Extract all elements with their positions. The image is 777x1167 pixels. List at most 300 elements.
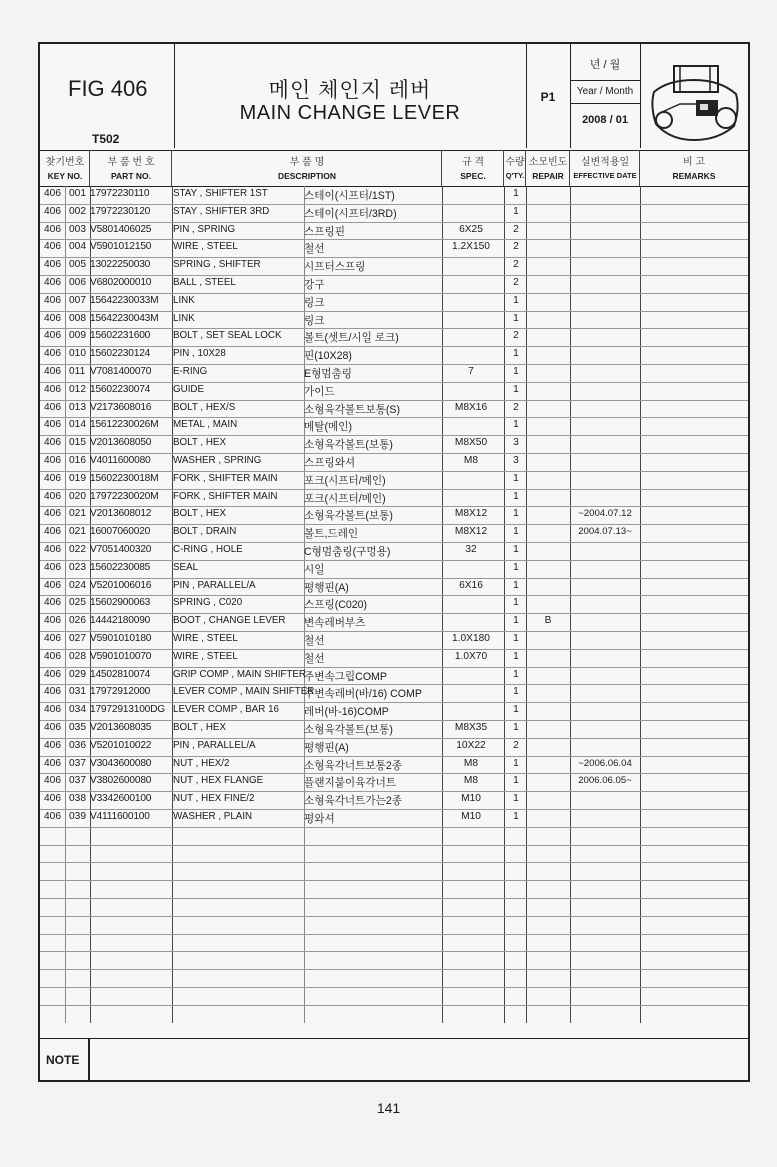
quantity: 1 — [513, 205, 519, 217]
table-row — [40, 702, 748, 720]
description-korean: E형멈춤링 — [304, 368, 352, 380]
key-number: 021 — [69, 508, 86, 520]
key-number: 031 — [69, 686, 86, 698]
key-number: 035 — [69, 722, 86, 733]
key-group: 406 — [44, 739, 61, 751]
key-group: 406 — [44, 241, 61, 253]
quantity: 1 — [513, 188, 519, 199]
key-group: 406 — [44, 188, 61, 199]
year-month-label-korean: 년 / 월 — [589, 59, 621, 71]
description-korean: 시프터스프링 — [304, 261, 366, 274]
key-number: 037 — [69, 775, 86, 787]
table-row — [40, 809, 748, 827]
quantity: 1 — [513, 294, 519, 306]
table-row — [40, 186, 748, 204]
table-row — [40, 667, 748, 685]
description-english: SPRING , SHIFTER — [173, 259, 261, 271]
quantity: 1 — [513, 668, 519, 680]
row-divider — [40, 1005, 748, 1006]
table-row — [40, 435, 748, 453]
key-group: 406 — [44, 383, 61, 395]
description-korean: 소형육각볼트(보통) — [304, 724, 393, 736]
key-number: 019 — [69, 472, 86, 484]
key-number: 001 — [69, 188, 86, 199]
spec: 1.0X70 — [454, 650, 488, 662]
part-number: 17972230120 — [90, 205, 151, 217]
quantity: 1 — [513, 561, 519, 573]
row-divider — [40, 898, 748, 899]
row-divider — [40, 987, 748, 988]
part-number: 15602900063 — [90, 597, 151, 609]
table-row — [40, 738, 748, 756]
description-korean: 포크(시프터/메인) — [304, 492, 386, 505]
description-english: LEVER COMP , BAR 16 — [173, 704, 279, 716]
description-english: C-RING , HOLE — [173, 544, 243, 555]
part-number: 15602230074 — [90, 383, 151, 395]
part-number: V2173608016 — [90, 401, 152, 413]
description-korean: 스프링핀 — [304, 225, 345, 238]
part-number: V5201006016 — [90, 579, 152, 591]
col-desc-english: DESCRIPTION — [277, 171, 337, 181]
quantity: 1 — [513, 348, 519, 360]
quantity: 1 — [513, 722, 519, 733]
table-row — [40, 506, 748, 524]
key-number: 008 — [69, 312, 86, 324]
part-number: V5801406025 — [90, 223, 152, 235]
key-number: 011 — [69, 366, 86, 377]
description-english: LEVER COMP , MAIN SHIFTER — [173, 686, 315, 698]
note-area — [40, 1038, 748, 1081]
table-row — [40, 631, 748, 649]
part-number: 15602230085 — [90, 561, 151, 573]
page-number: 141 — [376, 1100, 401, 1116]
col-part-korean: 부 품 번 호 — [107, 157, 155, 168]
key-group: 406 — [44, 490, 61, 502]
key-group: 406 — [44, 597, 61, 609]
col-repair-english: REPAIR — [532, 171, 564, 181]
key-group: 406 — [44, 722, 61, 733]
col-spec — [442, 150, 504, 186]
col-key — [40, 150, 90, 186]
key-number: 039 — [69, 811, 86, 822]
table-row — [40, 649, 748, 667]
description-korean: 링크 — [304, 314, 325, 327]
key-group: 406 — [44, 633, 61, 644]
key-group: 406 — [44, 455, 61, 466]
table-row — [40, 239, 748, 257]
key-group: 406 — [44, 793, 61, 805]
quantity: 1 — [513, 526, 519, 538]
part-number: 15612230026M — [90, 419, 159, 431]
description-english: BOLT , HEX — [173, 508, 226, 520]
effective-date: 2004.07.13~ — [578, 526, 632, 538]
part-number: V5901010070 — [90, 650, 152, 662]
description-korean: 시일 — [304, 563, 325, 576]
spec: 6X16 — [459, 579, 483, 591]
col-remarks-english: REMARKS — [672, 171, 716, 181]
table-row — [40, 453, 748, 471]
key-group: 406 — [44, 526, 61, 538]
table-row — [40, 578, 748, 596]
quantity: 1 — [513, 650, 519, 662]
description-english: BOLT , HEX — [173, 722, 226, 733]
part-number: 15642230043M — [90, 312, 159, 324]
col-effective-english: EFFECTIVE DATE — [573, 171, 637, 180]
key-number: 012 — [69, 383, 86, 395]
description-english: GUIDE — [173, 383, 205, 395]
key-number: 003 — [69, 223, 86, 235]
part-number: V2013608050 — [90, 437, 152, 449]
part-number: 17972230020M — [90, 490, 159, 502]
parts-table — [40, 186, 748, 1038]
description-english: METAL , MAIN — [173, 419, 238, 431]
table-row — [40, 613, 748, 631]
description-english: FORK , SHIFTER MAIN — [173, 472, 278, 484]
description-english: LINK — [173, 312, 195, 324]
part-number: 14442180090 — [90, 615, 151, 627]
description-korean: 가이드 — [304, 385, 335, 398]
key-group: 406 — [44, 437, 61, 449]
key-group: 406 — [44, 205, 61, 217]
spec: M8 — [463, 757, 479, 769]
description-korean: 평행핀(A) — [304, 741, 349, 754]
table-row — [40, 542, 748, 560]
description-english: WIRE , STEEL — [173, 633, 238, 644]
row-divider — [40, 934, 748, 935]
description-english: PIN , 10X28 — [173, 348, 226, 360]
spec: 1.2X150 — [452, 241, 490, 253]
quantity: 1 — [513, 793, 519, 805]
description-english: SEAL — [173, 561, 199, 573]
description-korean: 주변속레버(바/16) COMP — [304, 688, 422, 701]
description-korean: 소형육각볼트보통(S) — [304, 403, 400, 416]
description-english: STAY , SHIFTER 3RD — [173, 205, 270, 217]
col-qty — [504, 150, 526, 186]
description-korean: 스테이(시프터/3RD) — [304, 207, 397, 220]
description-korean: 스테이(시프터/1ST) — [304, 190, 395, 202]
key-number: 038 — [69, 793, 86, 805]
key-number: 037 — [69, 757, 86, 769]
description-english: NUT , HEX FLANGE — [173, 775, 264, 787]
year-month-box — [570, 44, 641, 148]
description-korean: 볼트(셋트/시일 로크) — [304, 332, 399, 345]
part-number: V7081400070 — [90, 366, 152, 377]
part-number: V2013608012 — [90, 508, 152, 520]
description-english: PIN , PARALLEL/A — [173, 579, 256, 591]
quantity: 2 — [513, 401, 519, 413]
quantity: 1 — [513, 704, 519, 716]
table-row — [40, 489, 748, 507]
table-row — [40, 524, 748, 542]
quantity: 2 — [513, 259, 519, 271]
description-korean: 레버(바-16)COMP — [304, 706, 389, 719]
key-number: 026 — [69, 615, 86, 627]
table-row — [40, 400, 748, 418]
table-row — [40, 684, 748, 702]
table-row — [40, 364, 748, 382]
description-korean: 철선 — [304, 243, 325, 256]
quantity: 2 — [513, 223, 519, 235]
spec: M8X12 — [454, 526, 488, 538]
description-english: STAY , SHIFTER 1ST — [173, 188, 268, 199]
key-group: 406 — [44, 277, 61, 288]
spec: M8 — [463, 455, 479, 466]
part-number: 13022250030 — [90, 259, 151, 271]
part-number: V5201010022 — [90, 739, 152, 751]
description-english: BALL , STEEL — [173, 277, 236, 288]
quantity: 1 — [513, 579, 519, 591]
key-group: 406 — [44, 294, 61, 306]
spec: 1.0X180 — [452, 633, 490, 644]
key-group: 406 — [44, 544, 61, 555]
description-korean: 소형육각너트보통2종 — [304, 759, 402, 772]
description-english: BOLT , SET SEAL LOCK — [173, 330, 282, 342]
spec: M8X50 — [454, 437, 488, 449]
key-number: 002 — [69, 205, 86, 217]
table-row — [40, 595, 748, 613]
tractor-icon — [640, 44, 748, 148]
description-korean: 소형육각볼트(보통) — [304, 510, 393, 523]
quantity: 1 — [513, 615, 519, 627]
year-month-label-english: Year / Month — [570, 80, 640, 104]
description-korean: 평행핀(A) — [304, 581, 349, 594]
quantity: 2 — [513, 277, 519, 288]
table-code: T502 — [92, 132, 120, 146]
row-divider — [40, 845, 748, 846]
col-desc — [172, 150, 442, 186]
key-group: 406 — [44, 312, 61, 324]
row-divider — [40, 951, 748, 952]
description-english: SPRING , C020 — [173, 597, 243, 609]
key-group: 406 — [44, 704, 61, 716]
key-group: 406 — [44, 668, 61, 680]
key-number: 029 — [69, 668, 86, 680]
table-row — [40, 293, 748, 311]
col-effective — [570, 150, 640, 186]
key-group: 406 — [44, 472, 61, 484]
part-number: V5901010180 — [90, 633, 152, 644]
description-english: WIRE , STEEL — [173, 650, 238, 662]
table-row — [40, 257, 748, 275]
title-korean: 메인 체인지 레버 — [268, 79, 432, 102]
table-row — [40, 204, 748, 222]
part-number: V3342600100 — [90, 793, 152, 805]
quantity: 1 — [513, 490, 519, 502]
description-korean: 소형육각볼트(보통) — [304, 439, 393, 452]
description-english: NUT , HEX/2 — [173, 757, 230, 769]
description-korean: 소형육각너트가는2종 — [304, 795, 402, 808]
row-divider — [40, 880, 748, 881]
description-korean: 메탈(메인) — [304, 421, 352, 434]
quantity: 3 — [513, 455, 519, 466]
description-english: FORK , SHIFTER MAIN — [173, 490, 278, 502]
description-korean: 철선 — [304, 635, 325, 647]
row-divider — [40, 862, 748, 863]
table-row — [40, 346, 748, 364]
effective-date: ~2004.07.12 — [578, 508, 632, 520]
description-korean: 포크(시프터/메인) — [304, 474, 386, 487]
key-group: 406 — [44, 223, 61, 235]
sheet-header — [40, 44, 748, 151]
spec: M8X12 — [454, 508, 488, 520]
quantity: 2 — [513, 330, 519, 342]
spec: M8 — [463, 775, 479, 787]
key-group: 406 — [44, 419, 61, 431]
description-english: BOLT , HEX/S — [173, 401, 236, 413]
col-key-english: KEY NO. — [47, 171, 83, 181]
row-divider — [40, 827, 748, 828]
part-number: 17972913100DG — [90, 704, 166, 716]
part-number: 15602230018M — [90, 472, 159, 484]
key-number: 022 — [69, 544, 86, 555]
col-effective-korean: 실변적용일 — [580, 157, 630, 168]
figure-number: FIG 406 — [68, 76, 148, 101]
key-group: 406 — [44, 686, 61, 698]
description-korean: 플랜지붙이육각너트 — [304, 777, 397, 790]
key-number: 006 — [69, 277, 86, 288]
description-english: WASHER , PLAIN — [173, 811, 253, 822]
table-row — [40, 222, 748, 240]
note-divider — [88, 1039, 90, 1081]
key-number: 025 — [69, 597, 86, 609]
page-code: P1 — [540, 90, 556, 104]
col-part-english: PART NO. — [111, 171, 151, 181]
table-row — [40, 471, 748, 489]
table-row — [40, 756, 748, 774]
key-number: 021 — [69, 526, 86, 538]
spec: 7 — [468, 366, 474, 377]
table-row — [40, 275, 748, 293]
quantity: 1 — [513, 419, 519, 431]
quantity: 1 — [513, 508, 519, 520]
spec: M10 — [461, 811, 481, 822]
table-row — [40, 328, 748, 346]
table-row — [40, 311, 748, 329]
description-korean: 스프링와셔 — [304, 457, 356, 469]
key-number: 014 — [69, 419, 86, 431]
key-number: 024 — [69, 579, 86, 591]
description-korean: 주변속그립COMP — [304, 670, 387, 683]
col-remarks — [640, 150, 748, 186]
part-number: 16007060020 — [90, 526, 151, 538]
key-group: 406 — [44, 366, 61, 377]
key-number: 034 — [69, 704, 86, 716]
key-group: 406 — [44, 561, 61, 573]
description-english: BOLT , DRAIN — [173, 526, 237, 538]
description-korean: 링크 — [304, 296, 325, 309]
quantity: 1 — [513, 775, 519, 787]
table-row — [40, 791, 748, 809]
col-part — [90, 150, 172, 186]
part-number: V3802600080 — [90, 775, 152, 787]
key-group: 406 — [44, 650, 61, 662]
col-repair-korean: 소모빈도 — [528, 157, 568, 168]
repair: B — [544, 615, 552, 627]
key-number: 036 — [69, 739, 86, 751]
key-group: 406 — [44, 775, 61, 787]
col-repair — [526, 150, 570, 186]
part-number: 14502810074 — [90, 668, 151, 680]
key-number: 027 — [69, 633, 86, 644]
table-row — [40, 560, 748, 578]
description-english: GRIP COMP , MAIN SHIFTER — [173, 668, 306, 680]
key-number: 009 — [69, 330, 86, 342]
part-number: 15602230124 — [90, 348, 151, 360]
spec: M10 — [461, 793, 481, 805]
col-spec-english: SPEC. — [460, 171, 486, 181]
key-group: 406 — [44, 811, 61, 822]
description-korean: 철선 — [304, 652, 325, 665]
description-korean: 스프링(C020) — [304, 599, 368, 612]
table-row — [40, 382, 748, 400]
description-english: LINK — [173, 294, 195, 306]
quantity: 3 — [513, 437, 519, 449]
row-divider — [40, 916, 748, 917]
description-english: BOOT , CHANGE LEVER — [173, 615, 286, 627]
description-korean: C형멈춤링(구멍용) — [304, 546, 391, 558]
col-remarks-korean: 비 고 — [682, 157, 706, 168]
row-divider — [40, 969, 748, 970]
key-group: 406 — [44, 259, 61, 271]
key-number: 007 — [69, 294, 86, 306]
key-number: 005 — [69, 259, 86, 271]
description-korean: 핀(10X28) — [304, 350, 352, 363]
description-korean: 평와셔 — [304, 813, 335, 825]
part-number: 15642230033M — [90, 294, 159, 306]
key-group: 406 — [44, 615, 61, 627]
key-number: 016 — [69, 455, 86, 466]
quantity: 2 — [513, 241, 519, 253]
quantity: 2 — [513, 739, 519, 751]
quantity: 1 — [513, 472, 519, 484]
spec: M8X16 — [454, 401, 488, 413]
effective-date: 2006.06.05~ — [578, 775, 632, 787]
page-box — [526, 44, 571, 148]
quantity: 1 — [513, 757, 519, 769]
col-desc-korean: 부 품 명 — [289, 157, 325, 168]
spec: M8X35 — [454, 722, 488, 733]
title-english: MAIN CHANGE LEVER — [239, 102, 461, 124]
part-number: V5901012150 — [90, 241, 152, 253]
quantity: 1 — [513, 366, 519, 377]
effective-date: ~2006.06.04 — [578, 757, 632, 769]
col-qty-korean: 수량 — [505, 157, 525, 168]
key-number: 020 — [69, 490, 86, 502]
table-row — [40, 720, 748, 738]
note-label: NOTE — [46, 1053, 80, 1067]
figure-box — [40, 44, 175, 148]
key-number: 004 — [69, 241, 86, 253]
col-qty-english: Q'TY. — [505, 171, 525, 180]
part-number: V4111600100 — [90, 811, 150, 822]
key-number: 013 — [69, 401, 86, 413]
table-row — [40, 417, 748, 435]
part-number: V4011600080 — [90, 455, 151, 466]
description-english: NUT , HEX FINE/2 — [173, 793, 255, 805]
quantity: 1 — [513, 383, 519, 395]
column-header — [40, 150, 748, 187]
key-group: 406 — [44, 330, 61, 342]
description-korean: 볼트,드레인 — [304, 528, 359, 541]
quantity: 1 — [513, 312, 519, 324]
description-english: PIN , PARALLEL/A — [173, 739, 256, 751]
description-english: WIRE , STEEL — [173, 241, 238, 253]
part-number: V3043600080 — [90, 757, 152, 769]
key-number: 010 — [69, 348, 86, 360]
quantity: 1 — [513, 597, 519, 609]
key-group: 406 — [44, 508, 61, 520]
col-spec-korean: 규 격 — [461, 157, 485, 168]
